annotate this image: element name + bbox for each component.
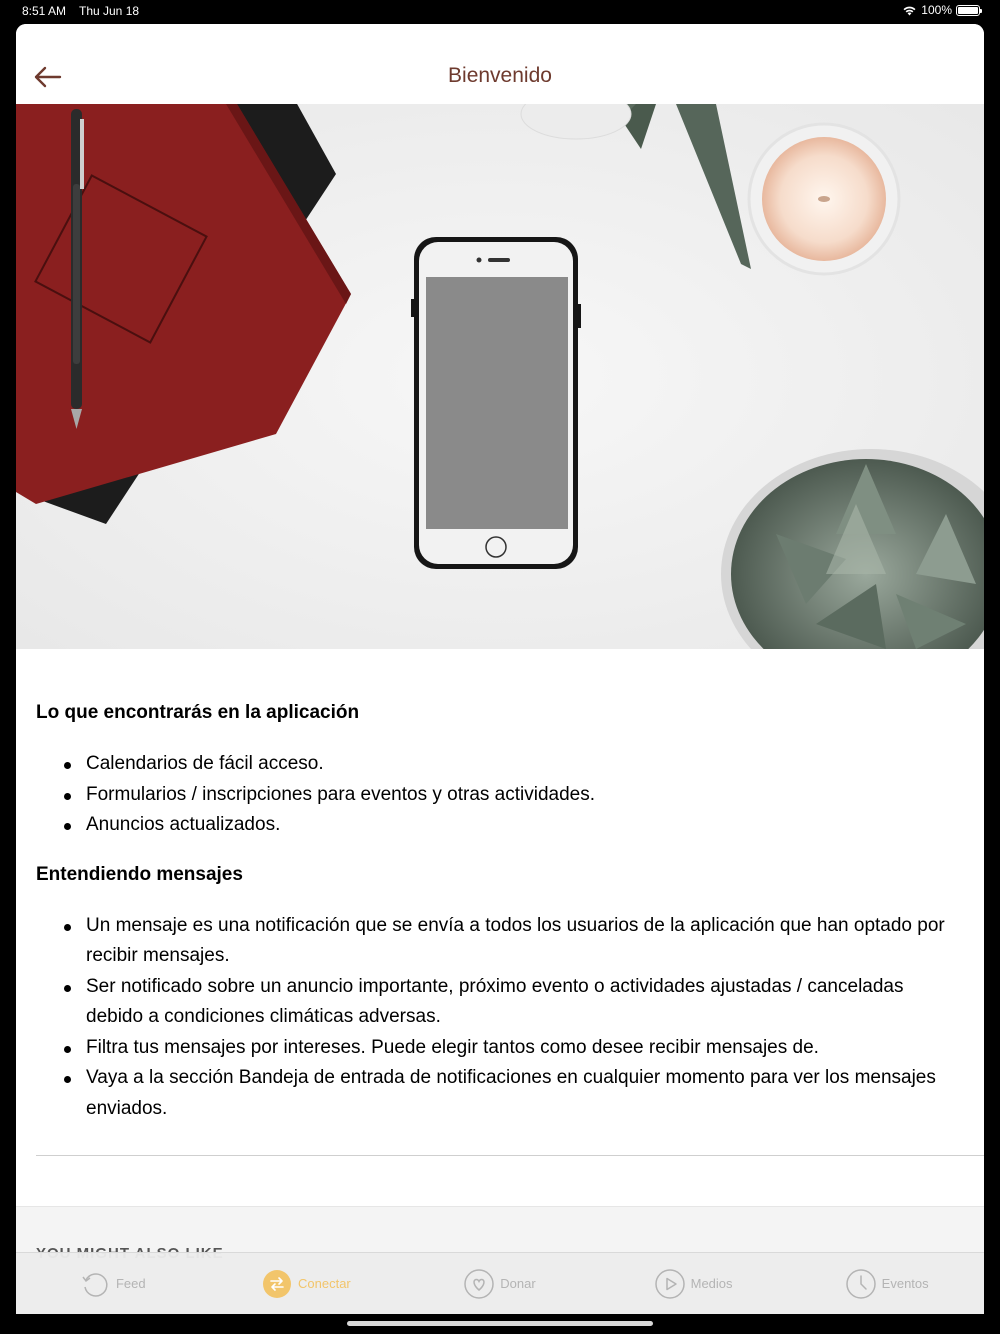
tab-label: Conectar xyxy=(298,1276,351,1291)
status-bar xyxy=(0,0,1000,22)
play-icon xyxy=(655,1269,685,1299)
phone-screen xyxy=(426,277,568,529)
messages-list xyxy=(36,911,964,1125)
list-item: Formularios / inscripciones para eventos y otras actividades. xyxy=(36,780,964,811)
tab-donar[interactable] xyxy=(403,1253,597,1314)
navigation-bar xyxy=(16,24,984,104)
tab-conectar[interactable] xyxy=(210,1253,404,1314)
section-messages xyxy=(36,861,964,1125)
page-title: Bienvenido xyxy=(448,64,552,87)
tab-label: Donar xyxy=(500,1276,536,1291)
list-item: Calendarios de fácil acceso. xyxy=(36,749,964,780)
tab-bar xyxy=(16,1252,984,1314)
hero-image xyxy=(16,104,984,649)
content-body xyxy=(16,649,984,1144)
status-date: Thu Jun 18 xyxy=(79,4,140,18)
divider xyxy=(36,1155,984,1156)
section-features xyxy=(36,699,964,841)
list-item: Un mensaje es una notificación que se envía a todos los usuarios de la aplicación que han optado por recibir mensajes. xyxy=(36,911,964,972)
tab-feed[interactable] xyxy=(16,1253,210,1314)
wifi-icon xyxy=(902,5,917,16)
status-time: 8:51 AM xyxy=(22,4,67,18)
feed-icon xyxy=(80,1269,110,1299)
tab-label: Feed xyxy=(115,1276,146,1291)
list-item: Filtra tus mensajes por intereses. Puede elegir tantos como desee recibir mensajes de. xyxy=(36,1033,964,1064)
heart-icon xyxy=(464,1269,494,1299)
feature-list xyxy=(36,749,964,841)
tab-eventos[interactable] xyxy=(790,1253,984,1314)
battery-icon xyxy=(956,5,980,16)
clock-icon xyxy=(846,1269,876,1299)
connect-icon xyxy=(262,1269,292,1299)
battery-percent: 100% xyxy=(921,3,952,17)
list-item: Anuncios actualizados. xyxy=(36,810,964,841)
section-heading: Lo que encontrarás en la aplicación xyxy=(36,702,360,723)
modal-sheet xyxy=(16,24,984,1314)
desk-photo xyxy=(16,104,984,649)
home-indicator[interactable] xyxy=(347,1321,653,1326)
tab-label: Medios xyxy=(690,1276,733,1291)
list-item: Ser notificado sobre un anuncio importante, próximo evento o actividades ajustadas / canceladas debido a condiciones climáticas adversas. xyxy=(36,972,964,1033)
section-heading: Entendiendo mensajes xyxy=(36,863,243,885)
list-item: Vaya a la sección Bandeja de entrada de notificaciones en cualquier momento para ver los mensajes enviados. xyxy=(36,1063,964,1124)
status-indicators xyxy=(902,3,980,17)
tab-label: Eventos xyxy=(881,1276,929,1291)
tab-medios[interactable] xyxy=(597,1253,791,1314)
